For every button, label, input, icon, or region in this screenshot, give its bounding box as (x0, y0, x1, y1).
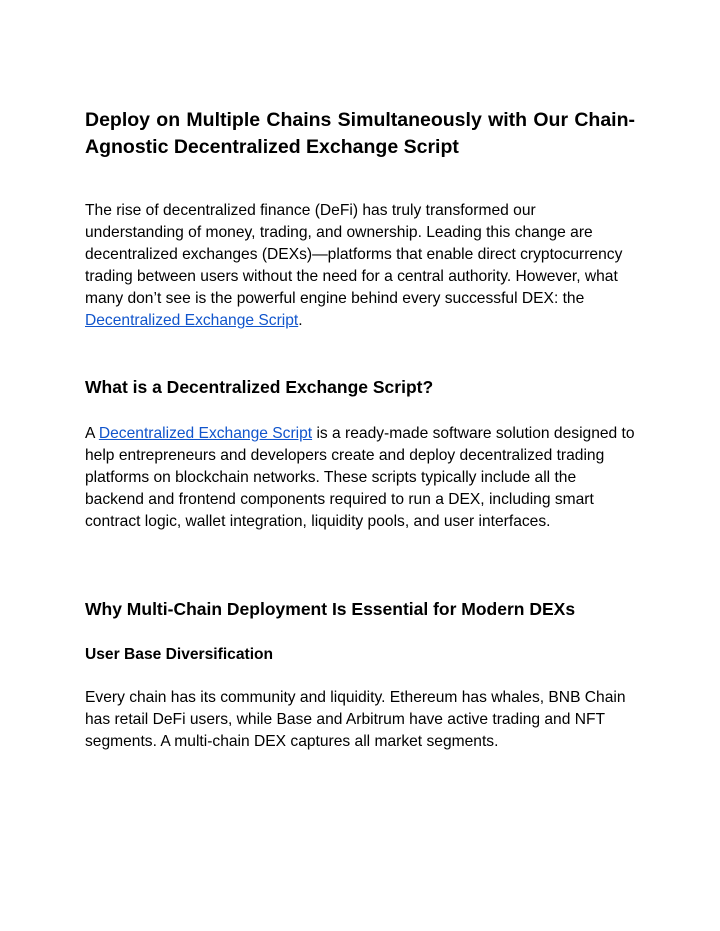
user-base-paragraph: Every chain has its community and liquidity. Ethereum has whales, BNB Chain has retail DeFi users, while Base and Arbitrum have active trading and NFT segments. A multi-chain DEX captures all market segments. (85, 689, 626, 750)
section-heading-what-is: What is a Decentralized Exchange Script? (85, 377, 434, 397)
what-is-dex-script-link[interactable]: Decentralized Exchange Script (98, 425, 313, 442)
section-heading-multi-chain: Why Multi-Chain Deployment Is Essential for Modern DEXs (85, 599, 576, 619)
what-is-paragraph (85, 423, 635, 533)
intro-dex-script-link[interactable]: Decentralized Exchange Script (85, 312, 299, 329)
intro-text: The rise of decentralized finance (DeFi) has truly transformed our understanding of money, trading, and ownership. Leading this change are decentralized exchanges (DEXs)—platforms that enable direct cryptocurrency trading between users without the need for a central authority. However, what many don’t see is the powerful engine behind every successful DEX: the (85, 202, 623, 307)
intro-paragraph (85, 200, 635, 332)
document-title: Deploy on Multiple Chains Simultaneously with Our Chain-Agnostic Decentralized Exchange Script (85, 109, 635, 158)
intro-text-end: . (298, 312, 303, 329)
what-is-text: is a ready-made software solution designed to help entrepreneurs and developers create and deploy decentralized trading platforms on blockchain networks. These scripts typically include all the backend and frontend components required to run a DEX, including smart contract logic, wallet integration, liquidity pools, and user interfaces. (85, 425, 635, 530)
subheading-user-base: User Base Diversification (85, 646, 274, 663)
what-is-text-start: A (85, 425, 99, 442)
